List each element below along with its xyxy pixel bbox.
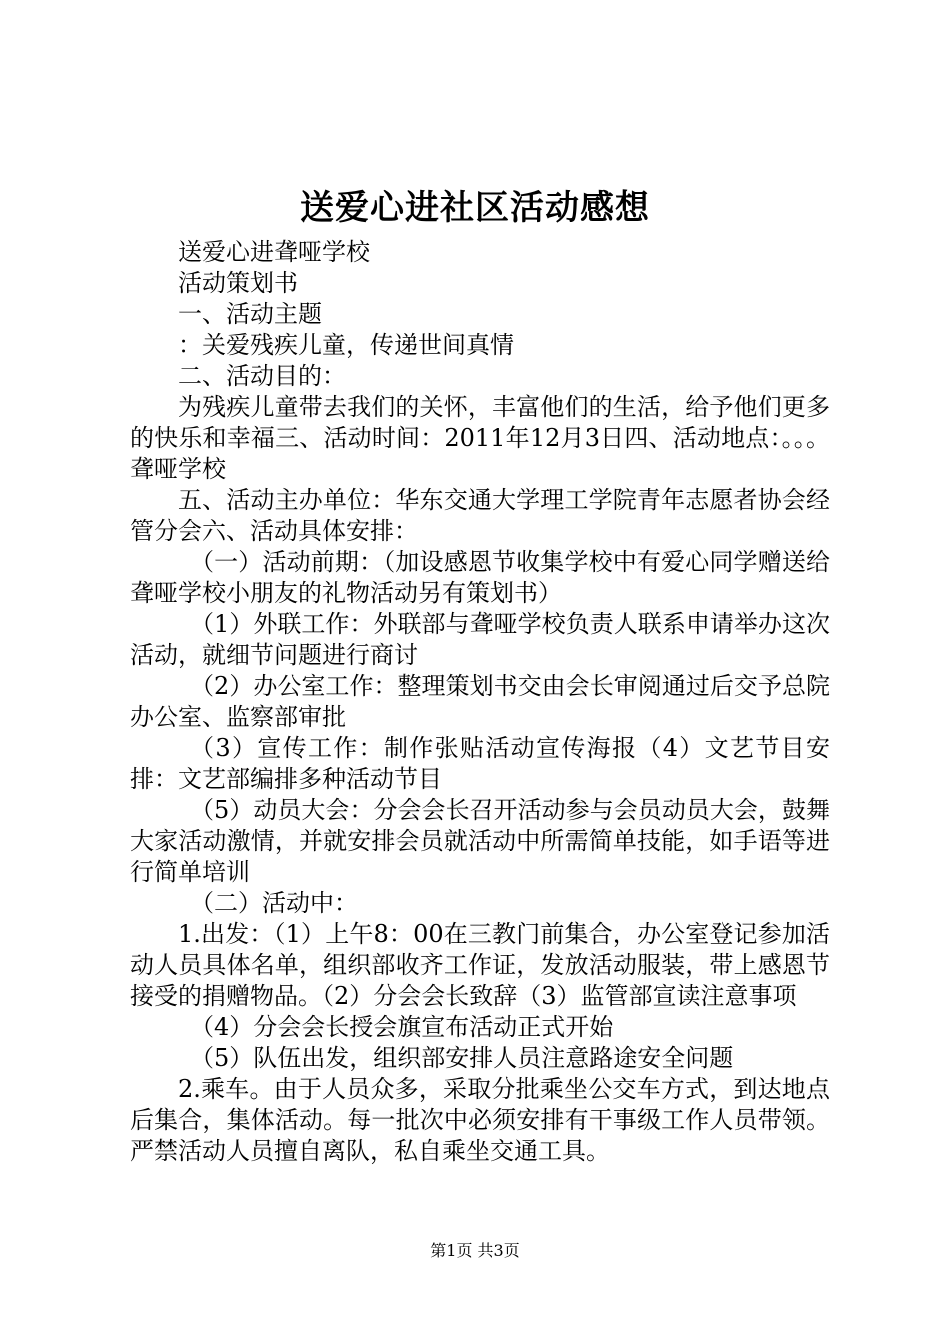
document-body — [130, 237, 830, 1167]
paragraph: （3）宣传工作：制作张贴活动宣传海报（4）文艺节目安排：文艺部编排多种活动节目 — [130, 734, 830, 793]
paragraph: 1.出发：（1）上午8：00在三教门前集合，办公室登记参加活动人员具体名单，组织部收齐工作证，发放活动服装，带上感恩节接受的捐赠物品。（2）分会会长致辞（3）监管部宣读注意事项 — [130, 920, 830, 1010]
paragraph: 二、活动目的： — [178, 362, 346, 390]
paragraph: （一）活动前期：（加设感恩节收集学校中有爱心同学赠送给聋哑学校小朋友的礼物活动另有策划书） — [130, 548, 830, 607]
paragraph: （二）活动中： — [190, 889, 358, 917]
paragraph: 五、活动主办单位：华东交通大学理工学院青年志愿者协会经管分会六、活动具体安排： — [130, 486, 830, 545]
paragraph: 为残疾儿童带去我们的关怀，丰富他们的生活，给予他们更多的快乐和幸福三、活动时间：2011年12月3日四、活动地点：。。。聋哑学校 — [130, 393, 830, 483]
paragraph: 2.乘车。由于人员众多，采取分批乘坐公交车方式，到达地点后集合，集体活动。每一批次中必须安排有干事级工作人员带领。严禁活动人员擅自离队，私自乘坐交通工具。 — [130, 1075, 830, 1165]
paragraph: 活动策划书 — [178, 269, 298, 297]
paragraph: （2）办公室工作：整理策划书交由会长审阅通过后交予总院办公室、监察部审批 — [130, 672, 830, 731]
paragraph: （5）队伍出发，组织部安排人员注意路途安全问题 — [190, 1044, 734, 1072]
page-footer: 第1页 共3页 — [430, 1241, 520, 1260]
paragraph: （4）分会会长授会旗宣布活动正式开始 — [190, 1013, 614, 1041]
paragraph: （5）动员大会：分会会长召开活动参与会员动员大会，鼓舞大家活动激情，并就安排会员就活动中所需简单技能，如手语等进行简单培训 — [130, 796, 830, 886]
paragraph: 一、活动主题 — [178, 300, 322, 328]
paragraph: ：关爱残疾儿童，传递世间真情 — [178, 331, 514, 359]
paragraph: （1）外联工作：外联部与聋哑学校负责人联系申请举办这次活动，就细节问题进行商讨 — [130, 610, 830, 669]
document-title: 送爱心进社区活动感想 — [300, 188, 650, 228]
paragraph: 送爱心进聋哑学校 — [178, 238, 370, 266]
